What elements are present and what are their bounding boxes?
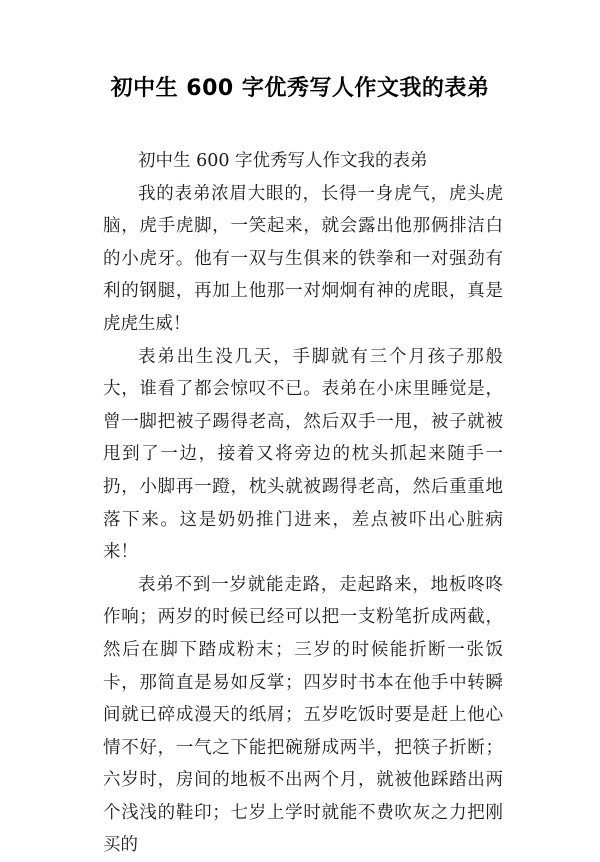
paragraph: 表弟出生没几天，手脚就有三个月孩子那般大，谁看了都会惊叹不已。表弟在小床里睡觉是，曾一脚把被子踢得老高，然后双手一甩，被子就被甩到了一边，接着又将旁边的枕头抓起来随手一扔，小脚再一蹬，枕头就被踢得老高，然后重重地落下来。这是奶奶推门进来，差点被吓出心脏病来！ xyxy=(103,346,503,563)
paragraph: 表弟不到一岁就能走路，走起路来，地板咚咚作响；两岁的时候已经可以把一支粉笔折成两截，然后在脚下踏成粉末；三岁的时候能折断一张饭卡，那简直是易如反掌；四岁时书本在他手中转瞬间就已碎成漫天的纸屑；五岁吃饭时要是赶上他心情不好，一气之下能把碗掰成两半，把筷子折断；六岁时，房间的地板不出两个月，就被他踩踏出两个浅浅的鞋印；七岁上学时就能不费吹灰之力把刚买的 xyxy=(103,574,503,856)
document-body xyxy=(103,145,503,862)
document-title: 初中生 600 字优秀写人作文我的表弟 xyxy=(110,76,490,101)
paragraph-subtitle: 初中生 600 字优秀写人作文我的表弟 xyxy=(138,151,428,171)
paragraph: 我的表弟浓眉大眼的，长得一身虎气，虎头虎脑，虎手虎脚，一笑起来，就会露出他那俩排洁白的小虎牙。他有一双与生俱来的铁拳和一对强劲有利的钢腿，再加上他那一对炯炯有神的虎眼，真是虎虎生威！ xyxy=(103,183,503,334)
